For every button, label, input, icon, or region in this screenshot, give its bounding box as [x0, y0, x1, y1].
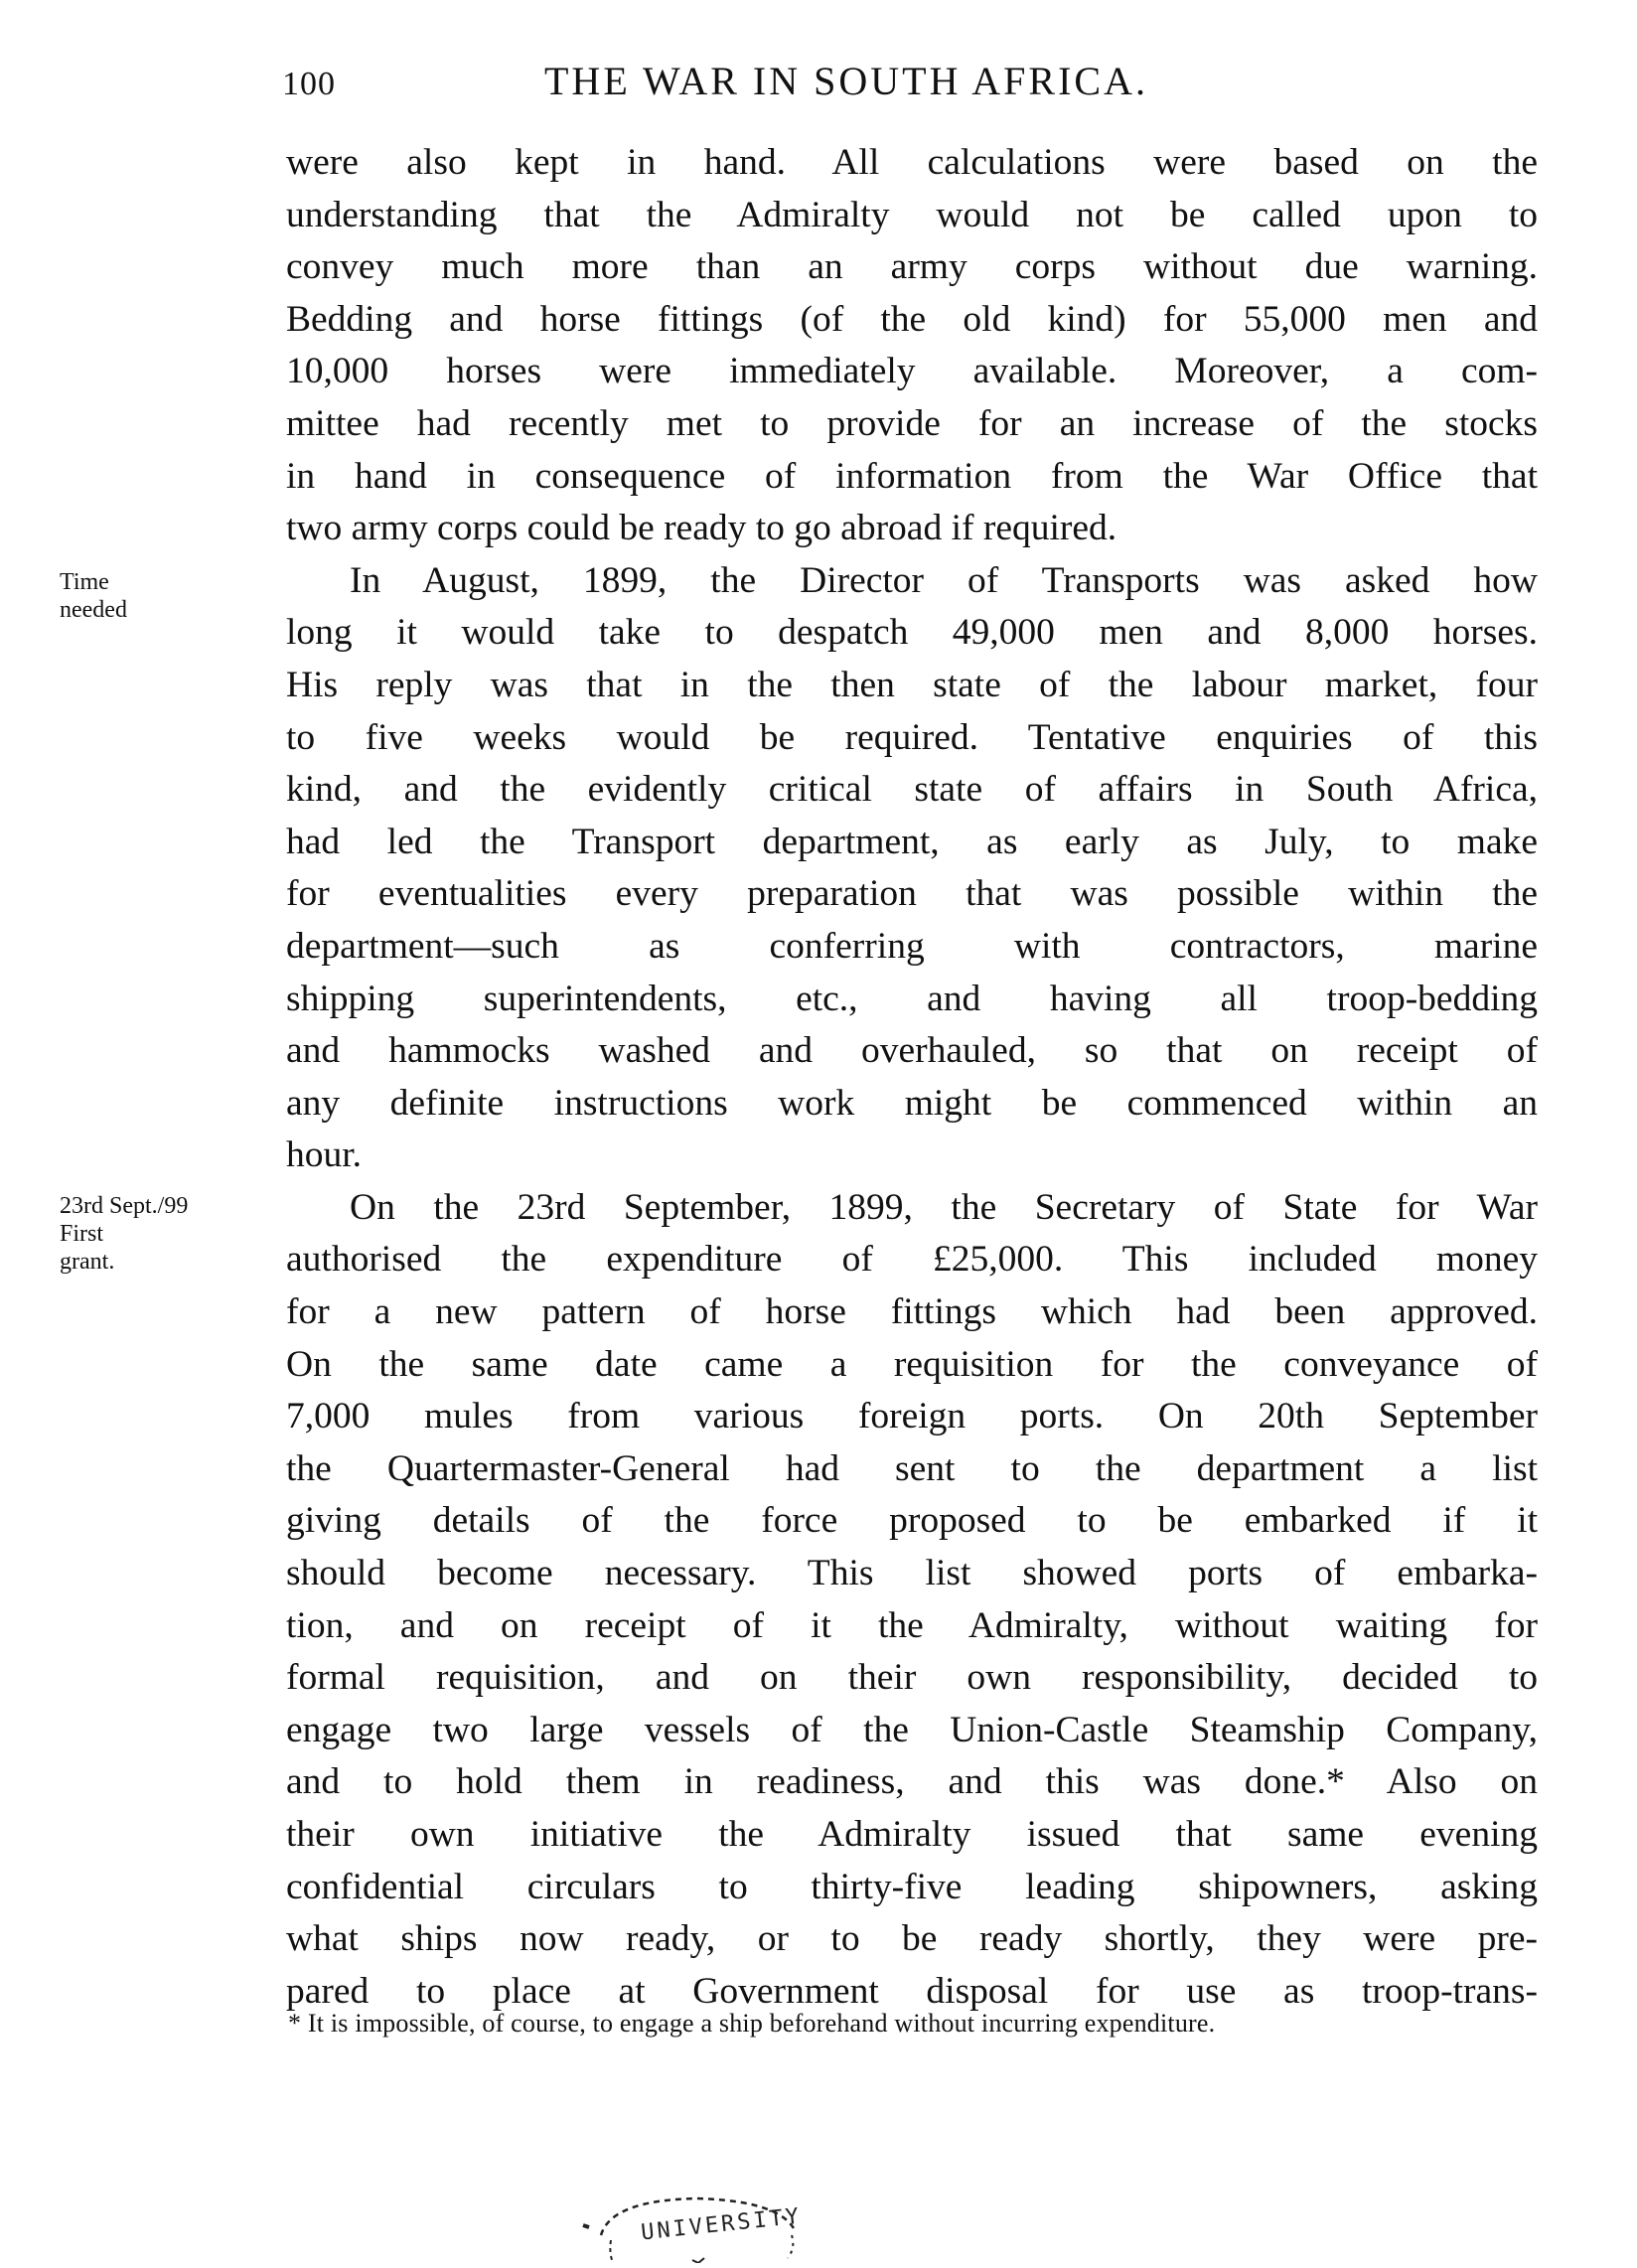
text-line: pared to place at Government disposal for use as troop-trans-	[286, 1970, 1538, 2012]
margin-note-line: 23rd Sept./99	[60, 1193, 189, 1219]
footnote: * It is impossible, of course, to engage a ship beforehand without incurring expenditure.	[288, 2009, 1216, 2038]
text-line: understanding that the Admiralty would not be called upon to	[286, 194, 1538, 235]
page-number: 100	[282, 66, 336, 102]
text-line: for eventualities every preparation that was possible within the	[286, 873, 1538, 915]
text-line: any definite instructions work might be commenced within an	[286, 1082, 1538, 1124]
page-header	[0, 58, 1637, 107]
text-line: should become necessary. This list showed ports of embarka-	[286, 1553, 1538, 1594]
text-line: had led the Transport department, as early as July, to make	[286, 821, 1538, 862]
text-line: convey much more than an army corps without due warning.	[286, 246, 1538, 288]
text-line: engage two large vessels of the Union-Castle Steamship Company,	[286, 1709, 1538, 1750]
text-line: to five weeks would be required. Tentative enquiries of this	[286, 716, 1538, 758]
text-line: long it would take to despatch 49,000 men and 8,000 horses.	[286, 612, 1538, 654]
margin-note-line: First	[60, 1221, 104, 1247]
paragraph-1	[286, 137, 1538, 555]
text-line: department—such as conferring with contractors, marine	[286, 925, 1538, 967]
text-line: in hand in consequence of information from the War Office that	[286, 455, 1538, 497]
paragraph-2	[286, 555, 1538, 1182]
text-line: their own initiative the Admiralty issued that same evening	[286, 1814, 1538, 1855]
text-line: were also kept in hand. All calculations were based on the	[286, 142, 1538, 183]
stamp-text: UNIVERSITY	[640, 2203, 804, 2246]
text-line: kind, and the evidently critical state of affairs in South Africa,	[286, 769, 1538, 811]
text-line: two army corps could be ready to go abroad if required.	[286, 508, 1117, 549]
body-text	[286, 137, 1538, 2018]
text-line: mittee had recently met to provide for an increase of the stocks	[286, 402, 1538, 444]
text-line: confidential circulars to thirty-five leading shipowners, asking	[286, 1866, 1538, 1907]
text-line: 10,000 horses were immediately available. Moreover, a com-	[286, 351, 1538, 392]
running-title: THE WAR IN SOUTH AFRICA.	[544, 59, 1148, 103]
margin-note-first-grant	[60, 1192, 188, 1276]
text-line: and to hold them in readiness, and this was done.* Also on	[286, 1761, 1538, 1803]
text-line: Bedding and horse fittings (of the old kind) for 55,000 men and	[286, 298, 1538, 340]
text-line: On the 23rd September, 1899, the Secretary of State for War	[350, 1186, 1538, 1228]
text-line: giving details of the force proposed to be embarked if it	[286, 1500, 1538, 1542]
text-line: for a new pattern of horse fittings which had been approved.	[286, 1291, 1538, 1333]
text-line: On the same date came a requisition for the conveyance of	[286, 1343, 1538, 1385]
library-stamp	[571, 2181, 819, 2263]
text-line: formal requisition, and on their own responsibility, decided to	[286, 1657, 1538, 1699]
text-line: what ships now ready, or to be ready shortly, they were pre-	[286, 1918, 1538, 1960]
text-line: shipping superintendents, etc., and having all troop-bedding	[286, 978, 1538, 1019]
text-line: authorised the expenditure of £25,000. This included money	[286, 1239, 1538, 1281]
margin-note-line: needed	[60, 597, 127, 623]
text-line: and hammocks washed and overhauled, so that on receipt of	[286, 1030, 1538, 1072]
text-line: the Quartermaster-General had sent to the department a list	[286, 1447, 1538, 1489]
text-line: 7,000 mules from various foreign ports. On 20th September	[286, 1396, 1538, 1437]
margin-note-time-needed	[60, 568, 127, 624]
text-line: His reply was that in the then state of the labour market, four	[286, 664, 1538, 705]
margin-note-line: grant.	[60, 1249, 115, 1275]
text-line: hour.	[286, 1134, 363, 1176]
margin-note-line: Time	[60, 569, 109, 595]
text-line: tion, and on receipt of it the Admiralty, without waiting for	[286, 1604, 1538, 1646]
paragraph-3	[286, 1182, 1538, 2019]
text-line: In August, 1899, the Director of Transports was asked how	[350, 559, 1538, 601]
